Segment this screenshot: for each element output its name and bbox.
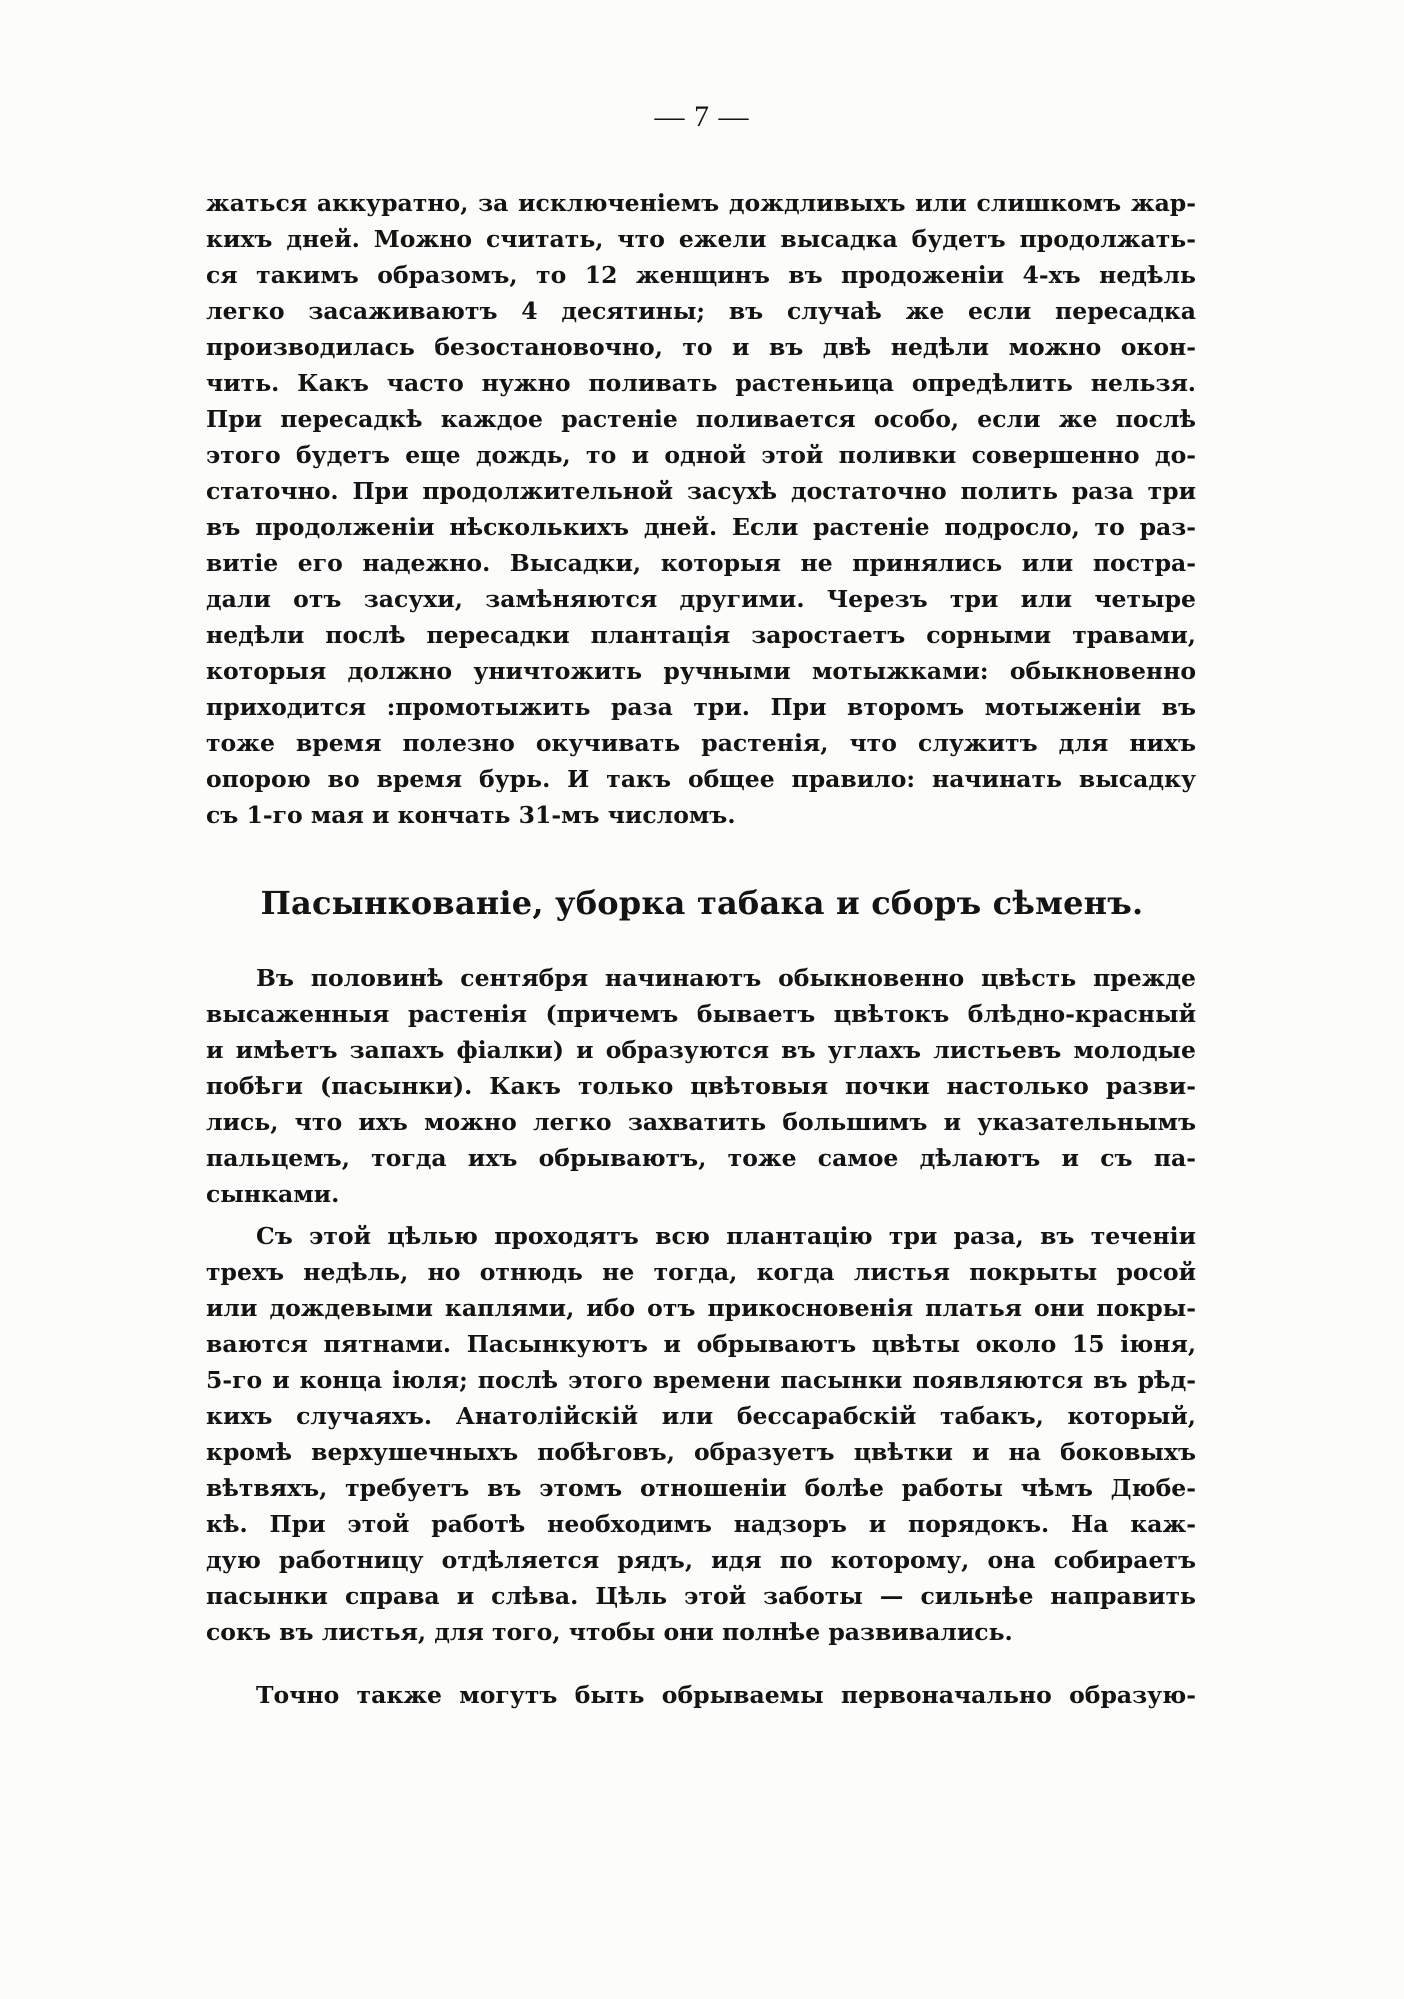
text-line: и имѣетъ запахъ фіалки) и образуются въ углахъ листьевъ молодые — [206, 1036, 1196, 1064]
text-line: производилась безостановочно, то и въ двѣ недѣли можно окон- — [206, 333, 1196, 361]
text-line: ся такимъ образомъ, то 12 женщинъ въ продоженіи 4-хъ недѣль — [206, 261, 1196, 289]
text-line: вѣтвяхъ, требуетъ въ этомъ отношеніи болѣе работы чѣмъ Дюбе- — [206, 1474, 1196, 1502]
text-line: При пересадкѣ каждое растеніе поливается особо, если же послѣ — [206, 405, 1196, 433]
text-line: сынками. — [206, 1180, 340, 1208]
text-line: жаться аккуратно, за исключеніемъ дождливыхъ или слишкомъ жар- — [206, 189, 1196, 217]
text-line: пасынки справа и слѣва. Цѣль этой заботы — сильнѣе направить — [206, 1582, 1196, 1610]
text-line: побѣги (пасынки). Какъ только цвѣтовыя почки настолько разви- — [206, 1072, 1196, 1100]
text-line: дали отъ засухи, замѣняются другими. Черезъ три или четыре — [206, 585, 1196, 613]
text-line: пальцемъ, тогда ихъ обрываютъ, тоже самое дѣлаютъ и съ па- — [206, 1144, 1196, 1172]
text-line: недѣли послѣ пересадки плантація заростаетъ сорными травами, — [206, 621, 1196, 649]
text-line: высаженныя растенія (причемъ бываетъ цвѣтокъ блѣдно-красный — [206, 1000, 1196, 1028]
text-line: или дождевыми каплями, ибо отъ прикосновенія платья они покры- — [206, 1294, 1196, 1322]
text-line: чить. Какъ часто нужно поливать растеньица опредѣлить нельзя. — [206, 369, 1196, 397]
paragraph-continued — [206, 185, 1196, 833]
text-line: тоже время полезно окучивать растенія, что служитъ для нихъ — [206, 729, 1196, 757]
text-line: кихъ случаяхъ. Анатолійскій или бессарабскій табакъ, который, — [206, 1402, 1196, 1430]
text-line: въ продолженіи нѣсколькихъ дней. Если растеніе подросло, то раз- — [206, 513, 1196, 541]
text-line: Точно также могутъ быть обрываемы первоначально образую- — [256, 1681, 1196, 1709]
text-line: сокъ въ листья, для того, чтобы они полнѣе развивались. — [206, 1618, 1013, 1646]
text-line: 5-го и конца іюля; послѣ этого времени пасынки появляются въ рѣд- — [206, 1366, 1196, 1394]
text-line: Въ половинѣ сентября начинаютъ обыкновенно цвѣсть прежде — [256, 964, 1196, 992]
text-line: Съ этой цѣлью проходятъ всю плантацію три раза, въ теченіи — [256, 1222, 1196, 1250]
text-line: трехъ недѣль, но отнюдь не тогда, когда листья покрыты росой — [206, 1258, 1196, 1286]
text-line: лись, что ихъ можно легко захватить большимъ и указательнымъ — [206, 1108, 1196, 1136]
text-line: опорою во время бурь. И такъ общее правило: начинать высадку — [206, 765, 1196, 793]
text-line: ваются пятнами. Пасынкуютъ и обрываютъ цвѣты около 15 іюня, — [206, 1330, 1196, 1358]
text-line: кѣ. При этой работѣ необходимъ надзоръ и порядокъ. На каж- — [206, 1510, 1196, 1538]
section-heading: Пасынкованіе, уборка табака и сборъ сѣменъ. — [260, 884, 1144, 922]
text-line: витіе его надежно. Высадки, которыя не принялись или постра- — [206, 549, 1196, 577]
text-line: статочно. При продолжительной засухѣ достаточно полить раза три — [206, 477, 1196, 505]
page-number: — 7 — — [654, 100, 750, 133]
paragraph — [206, 960, 1196, 1212]
text-line: приходится :промотыжить раза три. При второмъ мотыженіи въ — [206, 693, 1196, 721]
paragraph — [206, 1677, 1196, 1713]
text-line: этого будетъ еще дождь, то и одной этой поливки совершенно до- — [206, 441, 1196, 469]
text-line: кромѣ верхушечныхъ побѣговъ, образуетъ цвѣтки и на боковыхъ — [206, 1438, 1196, 1466]
text-line: кихъ дней. Можно считать, что ежели высадка будетъ продолжать- — [206, 225, 1196, 253]
text-line: которыя должно уничтожить ручными мотыжками: обыкновенно — [206, 657, 1196, 685]
paragraph — [206, 1218, 1196, 1650]
text-line: съ 1-го мая и кончать 31-мъ числомъ. — [206, 801, 736, 829]
text-line: легко засаживаютъ 4 десятины; въ случаѣ же если пересадка — [206, 297, 1196, 325]
text-line: дую работницу отдѣляется рядъ, идя по которому, она собираетъ — [206, 1546, 1196, 1574]
